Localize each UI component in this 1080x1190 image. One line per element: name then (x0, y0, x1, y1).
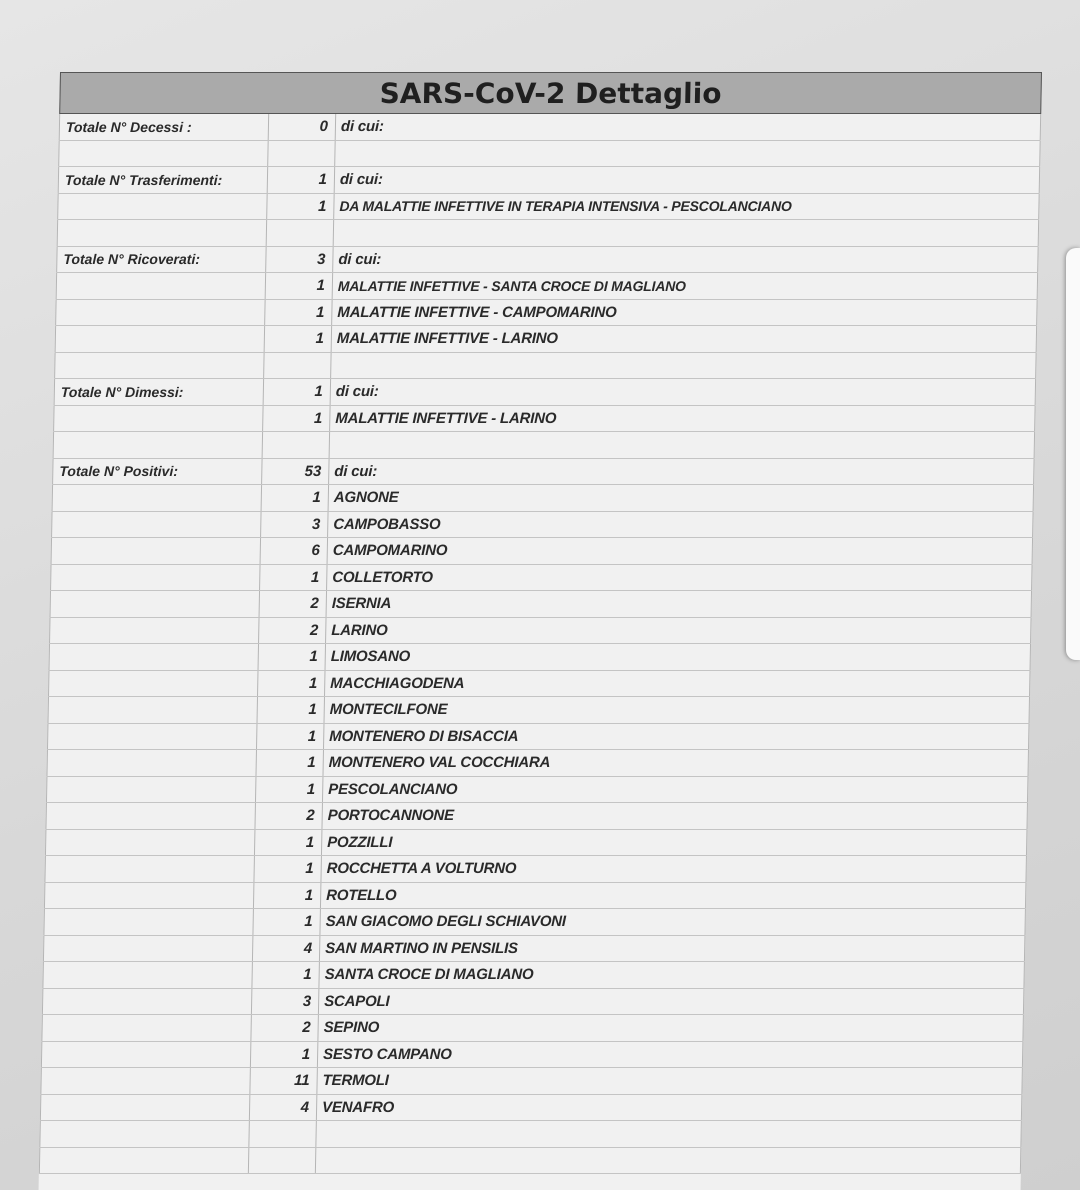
row-label (53, 432, 263, 458)
row-description (334, 141, 1040, 167)
row-label (43, 909, 253, 935)
row-count: 0 (319, 118, 329, 136)
table-row (41, 1015, 1024, 1042)
table-row (49, 644, 1032, 671)
row-label (46, 777, 256, 803)
row-count (267, 220, 333, 246)
row-count: 1 (315, 303, 325, 321)
row-label (53, 406, 263, 432)
table-row (47, 697, 1030, 724)
row-count: 2 (306, 807, 315, 825)
row-description (333, 220, 1039, 246)
row-count: 1 (304, 886, 314, 904)
row-description: SAN GIACOMO DEGLI SCHIAVONI (319, 909, 1025, 935)
table-row (57, 220, 1040, 247)
row-description: MONTENERO DI BISACCIA (323, 724, 1029, 750)
row-count: 1 (301, 1045, 311, 1063)
row-description: LARINO (325, 618, 1031, 644)
table-row (53, 406, 1036, 433)
table-row (55, 326, 1038, 353)
row-count: 1 (305, 860, 314, 878)
row-description: PORTOCANNONE (321, 803, 1027, 829)
row-count (264, 353, 330, 379)
row-count: 2 (309, 621, 319, 639)
row-description: AGNONE (328, 485, 1034, 511)
row-description: MALATTIE INFETTIVE - LARINO (329, 406, 1035, 432)
row-count: 1 (307, 727, 317, 745)
row-count: 1 (316, 277, 326, 295)
row-label (49, 644, 259, 670)
row-count: 1 (304, 913, 313, 931)
table-row (45, 803, 1028, 830)
row-count: 6 (311, 542, 320, 560)
row-description: MACCHIAGODENA (324, 671, 1030, 697)
table-row (57, 194, 1040, 221)
table-row (54, 353, 1037, 380)
row-label (44, 883, 254, 909)
row-label (42, 962, 252, 988)
table-row (50, 591, 1033, 618)
screen-edge-handle[interactable] (1066, 248, 1080, 660)
row-count: 4 (300, 1098, 310, 1116)
table-row (50, 565, 1033, 592)
row-label (40, 1068, 250, 1094)
table-row (58, 141, 1041, 168)
row-label (55, 300, 265, 326)
row-description: ROCCHETTA A VOLTURNO (320, 856, 1026, 882)
row-description: SANTA CROCE DI MAGLIANO (318, 962, 1024, 988)
table-row (39, 1148, 1022, 1175)
row-description: di cui: (334, 167, 1040, 193)
row-description: CAMPOMARINO (327, 538, 1033, 564)
row-count: 1 (306, 780, 316, 798)
table-row (40, 1068, 1023, 1095)
row-count (263, 432, 329, 458)
table-row (45, 830, 1028, 857)
table-row (53, 432, 1036, 459)
row-label (39, 1121, 249, 1147)
row-description: SESTO CAMPANO (317, 1042, 1023, 1068)
row-label (57, 220, 267, 246)
row-count: 1 (305, 833, 315, 851)
row-label (51, 512, 261, 538)
table-row (52, 459, 1035, 486)
row-count: 1 (313, 409, 323, 427)
table-row (48, 671, 1031, 698)
row-description: DA MALATTIE INFETTIVE IN TERAPIA INTENSIVA - PESCOLANCIANO (333, 194, 1039, 220)
table-row (49, 618, 1032, 645)
row-label (41, 1042, 251, 1068)
row-description: SAN MARTINO IN PENSILIS (319, 936, 1025, 962)
row-count: 4 (303, 939, 313, 957)
row-description: CAMPOBASSO (327, 512, 1033, 538)
table-row (56, 247, 1039, 274)
row-label (46, 750, 256, 776)
row-description: MONTENERO VAL COCCHIARA (322, 750, 1028, 776)
row-description: VENAFRO (316, 1095, 1022, 1121)
row-label: Totale N° Trasferimenti: (58, 167, 268, 193)
row-count: 2 (310, 595, 319, 613)
table-row (39, 1121, 1022, 1148)
row-description: di cui: (330, 379, 1036, 405)
row-count: 1 (315, 330, 325, 348)
row-count (268, 141, 334, 167)
row-count: 1 (314, 383, 324, 401)
row-description (329, 432, 1035, 458)
row-description (330, 353, 1036, 379)
row-count: 2 (302, 1019, 311, 1037)
row-label (40, 1095, 250, 1121)
row-label (50, 591, 260, 617)
row-description: POZZILLI (321, 830, 1027, 856)
row-count: 1 (308, 674, 318, 692)
table-row (54, 379, 1037, 406)
table-row (41, 1042, 1024, 1069)
detail-table (39, 114, 1041, 1174)
row-count: 1 (317, 197, 327, 215)
row-description: di cui: (328, 459, 1034, 485)
row-description: SEPINO (317, 1015, 1023, 1041)
row-count (249, 1121, 315, 1147)
table-row (59, 114, 1042, 141)
row-count: 53 (304, 462, 322, 480)
row-description: TERMOLI (316, 1068, 1022, 1094)
row-count: 1 (310, 568, 320, 586)
table-row (42, 989, 1025, 1016)
row-count: 1 (318, 171, 328, 189)
row-description: PESCOLANCIANO (322, 777, 1028, 803)
row-count: 3 (302, 992, 312, 1010)
row-count: 3 (316, 250, 326, 268)
row-label (48, 671, 258, 697)
row-label (56, 273, 266, 299)
row-description: MALATTIE INFETTIVE - SANTA CROCE DI MAGLIANO (332, 273, 1038, 299)
row-label (45, 803, 255, 829)
row-label (52, 485, 262, 511)
row-description: MALATTIE INFETTIVE - LARINO (331, 326, 1037, 352)
row-label (41, 1015, 251, 1041)
row-count: 1 (307, 754, 316, 772)
row-count: 1 (308, 701, 317, 719)
row-description: di cui: (332, 247, 1038, 273)
row-label (57, 194, 267, 220)
row-label (51, 538, 261, 564)
row-label (54, 353, 264, 379)
row-description: LIMOSANO (325, 644, 1031, 670)
row-description: ROTELLO (320, 883, 1026, 909)
table-row (46, 777, 1029, 804)
row-description: ISERNIA (326, 591, 1032, 617)
row-label (49, 618, 259, 644)
row-label (43, 936, 253, 962)
row-label (48, 697, 258, 723)
table-row (51, 512, 1034, 539)
table-row (43, 909, 1026, 936)
row-count (249, 1148, 315, 1174)
row-label: Totale N° Positivi: (52, 459, 262, 485)
row-label (44, 856, 254, 882)
document-sheet (39, 72, 1042, 1190)
table-row (55, 300, 1038, 327)
row-label (58, 141, 268, 167)
row-count: 3 (311, 515, 321, 533)
table-row (42, 962, 1025, 989)
row-label (55, 326, 265, 352)
row-label (45, 830, 255, 856)
row-description (315, 1148, 1021, 1174)
row-description (315, 1121, 1021, 1147)
row-description: MALATTIE INFETTIVE - CAMPOMARINO (331, 300, 1037, 326)
page-title: SARS-CoV-2 Dettaglio (59, 72, 1042, 114)
row-description: di cui: (335, 114, 1041, 140)
table-row (46, 750, 1029, 777)
row-description: SCAPOLI (318, 989, 1024, 1015)
row-count: 11 (293, 1072, 310, 1090)
table-row (52, 485, 1035, 512)
row-label: Totale N° Decessi : (59, 114, 269, 140)
table-row (47, 724, 1030, 751)
row-label (42, 989, 252, 1015)
row-label: Totale N° Dimessi: (54, 379, 264, 405)
table-row (51, 538, 1034, 565)
row-label (50, 565, 260, 591)
row-count: 1 (309, 648, 318, 666)
row-count: 1 (312, 489, 321, 507)
row-description: COLLETORTO (326, 565, 1032, 591)
table-row (43, 936, 1026, 963)
table-row (40, 1095, 1023, 1122)
row-description: MONTECILFONE (324, 697, 1030, 723)
table-row (58, 167, 1041, 194)
table-row (44, 856, 1027, 883)
table-row (44, 883, 1027, 910)
row-label (47, 724, 257, 750)
row-count: 1 (303, 966, 312, 984)
row-label (39, 1148, 249, 1174)
row-label: Totale N° Ricoverati: (56, 247, 266, 273)
table-row (56, 273, 1039, 300)
